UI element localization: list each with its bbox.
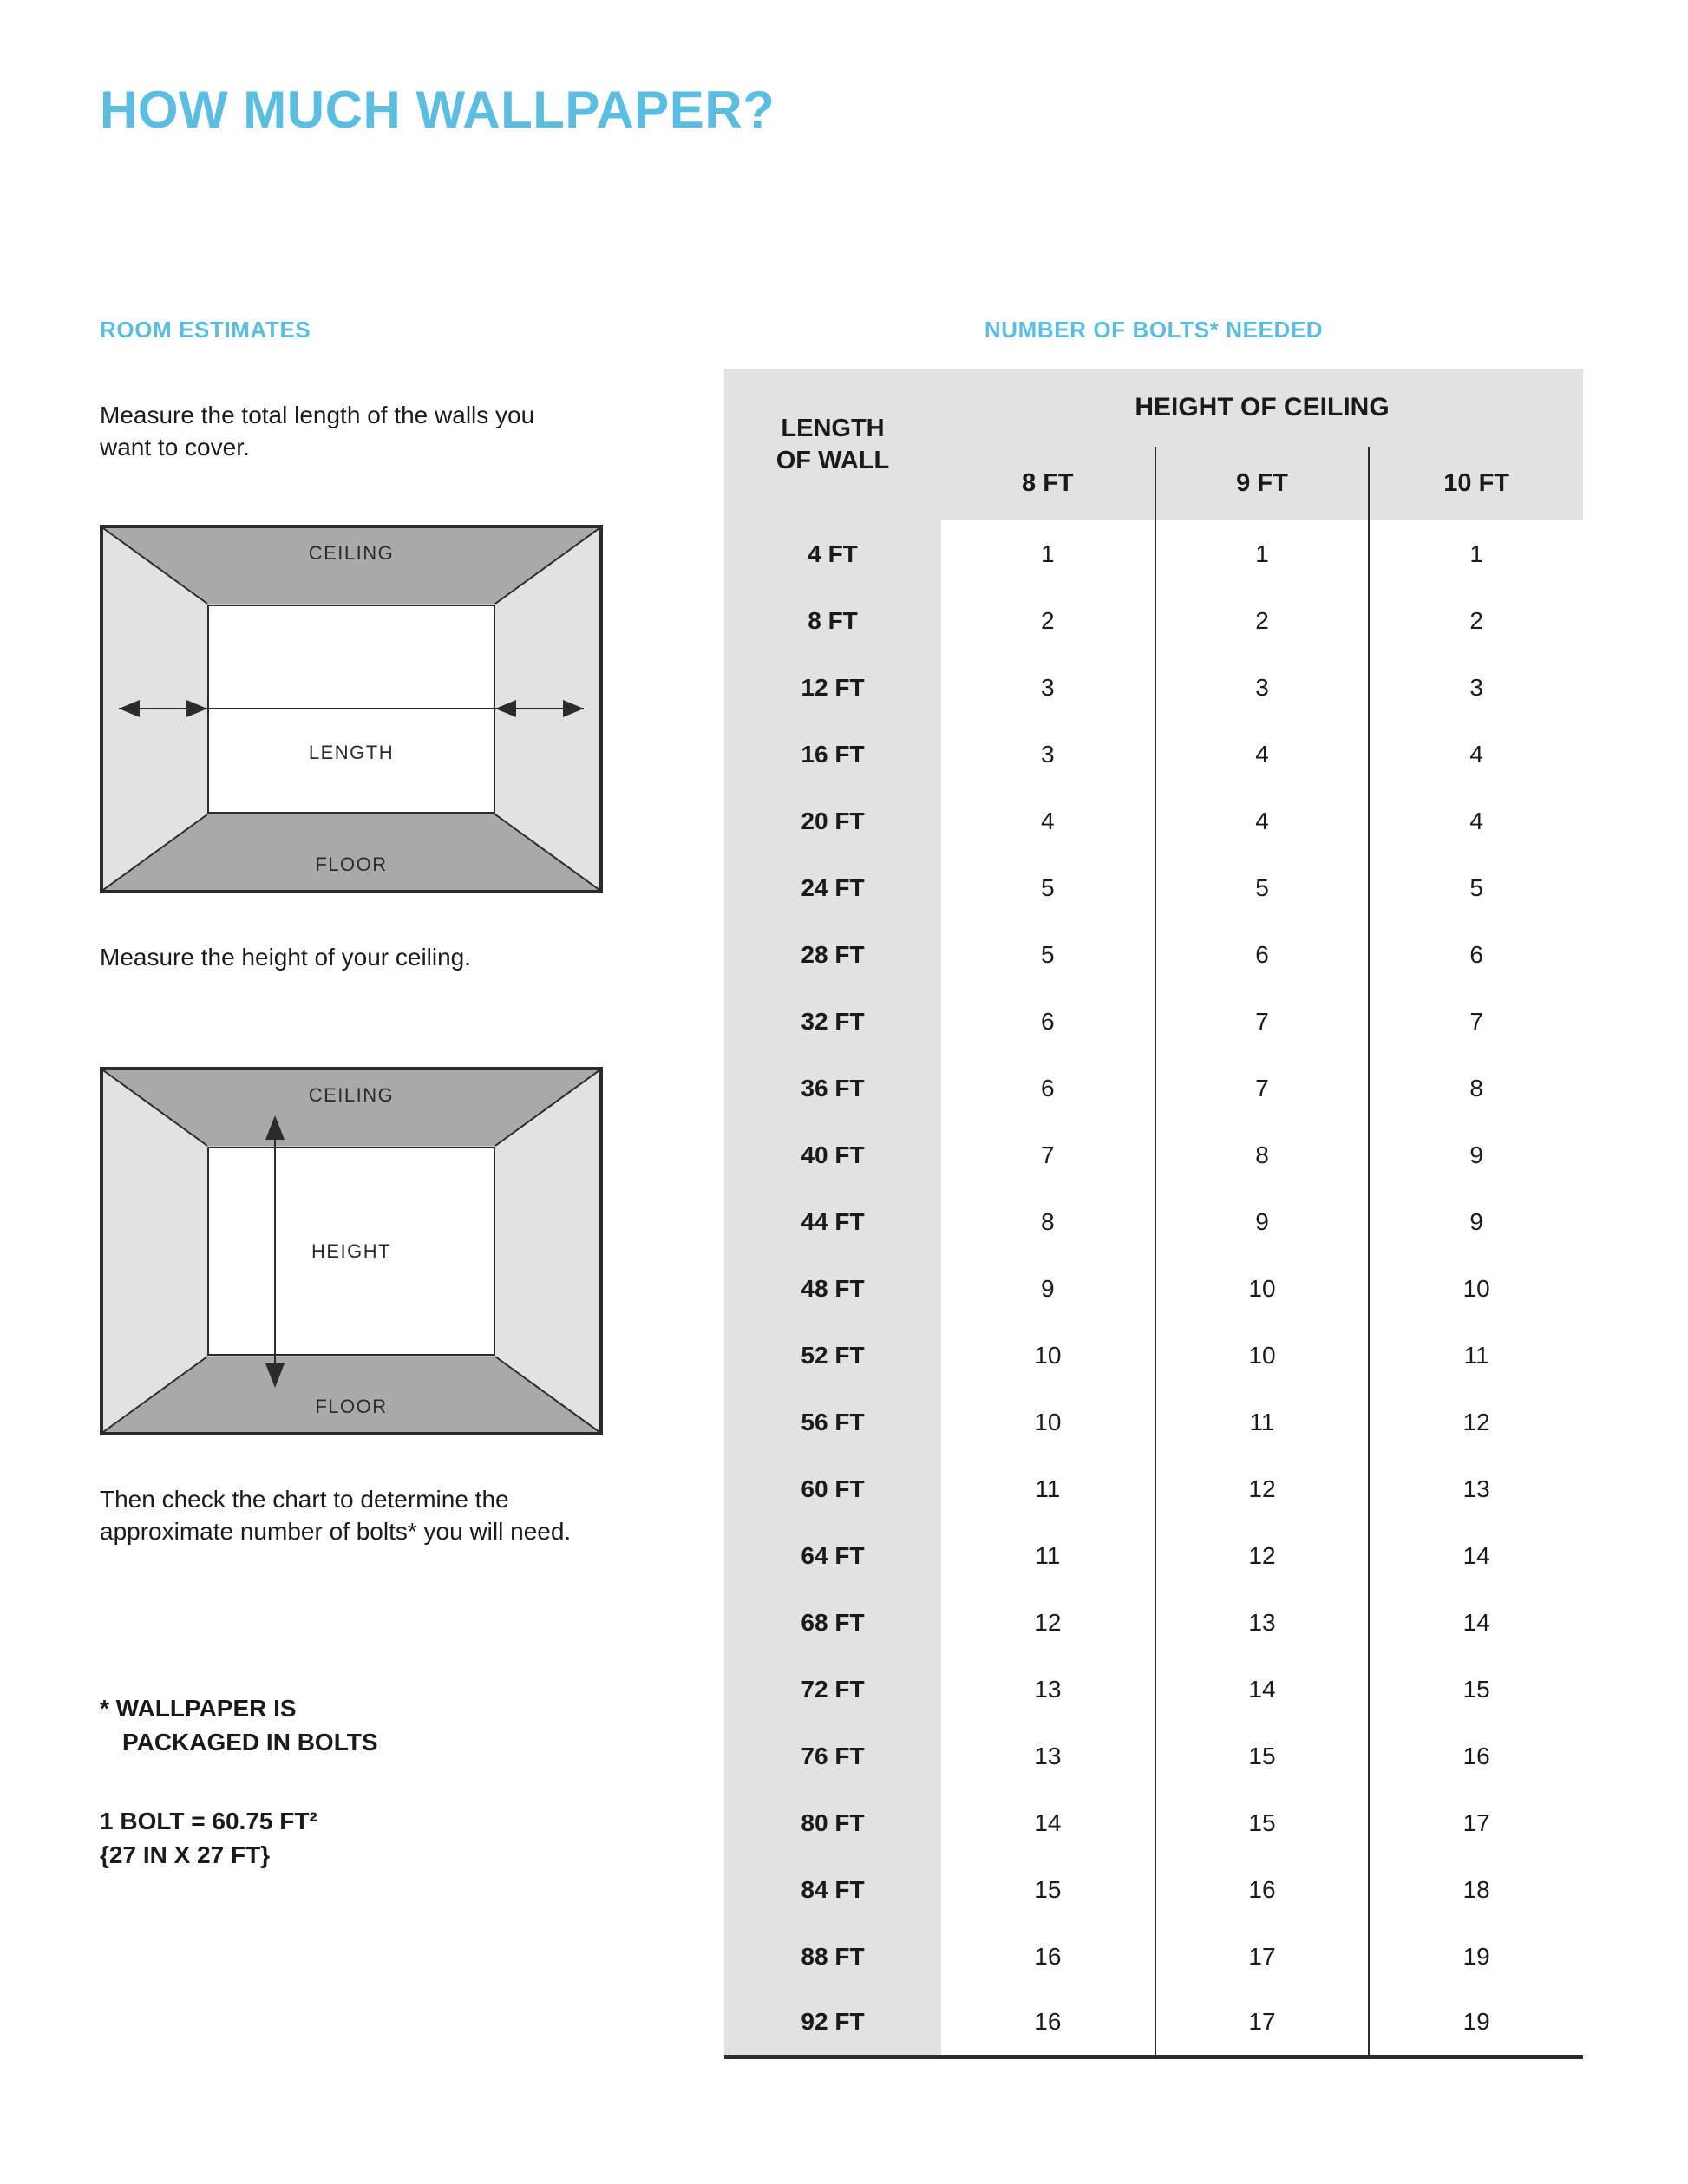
bolts-table-heading: NUMBER OF BOLTS* NEEDED [984,317,1324,343]
cell-bolts: 3 [1469,673,1483,701]
cell-bolts: 18 [1462,1875,1490,1903]
cell-bolts: 6 [1469,940,1483,968]
cell-bolts: 7 [1155,988,1370,1055]
row-header-length: 48 FT [724,1255,941,1322]
row-header-length: 84 FT [724,1856,941,1923]
column-header-9ft: 9 FT [1155,447,1370,520]
row-header-length: 24 FT [724,854,941,921]
cell-bolts: 5 [1041,940,1055,968]
cell-bolts: 2 [1155,587,1370,654]
cell-bolts: 7 [1041,1141,1055,1168]
table-row [724,788,1583,854]
cell-bolts: 2 [1469,606,1483,634]
cell-bolts: 4 [1155,721,1370,788]
cell-bolts: 11 [1035,1541,1061,1569]
row-header-length: 68 FT [724,1589,941,1656]
row-header-length: 8 FT [724,587,941,654]
cell-bolts: 13 [1155,1589,1370,1656]
table-row [724,1990,1583,2056]
cell-bolts: 17 [1155,1990,1370,2056]
bolt-size-line-2: {27 IN X 27 FT} [100,1841,271,1869]
cell-bolts: 4 [1041,807,1055,834]
cell-bolts: 10 [1034,1408,1062,1435]
bolts-table-body [724,520,1583,2056]
cell-bolts: 15 [1462,1675,1490,1703]
cell-bolts: 15 [1155,1723,1370,1789]
table-row [724,1188,1583,1255]
row-header-length: 44 FT [724,1188,941,1255]
table-row [724,1255,1583,1322]
cell-bolts: 14 [1462,1541,1490,1569]
cell-bolts: 13 [1034,1675,1062,1703]
table-row [724,721,1583,788]
diagram1-ceiling-label: CEILING [308,542,395,564]
footnote-bolts [100,1691,378,1759]
cell-bolts: 12 [1462,1408,1490,1435]
cell-bolts: 14 [1155,1656,1370,1723]
table-row [724,921,1583,988]
column-header-10ft: 10 FT [1369,447,1583,520]
row-header-length: 52 FT [724,1322,941,1389]
table-row [724,654,1583,721]
cell-bolts: 8 [1155,1121,1370,1188]
cell-bolts: 9 [1041,1274,1055,1302]
cell-bolts: 15 [1034,1875,1062,1903]
bolts-table-header-row-1 [724,369,1583,447]
cell-bolts: 5 [1155,854,1370,921]
cell-bolts: 12 [1155,1522,1370,1589]
row-header-length: 12 FT [724,654,941,721]
room-diagram-length [100,525,603,893]
table-row [724,1455,1583,1522]
cell-bolts: 17 [1155,1923,1370,1990]
diagram1-floor-label: FLOOR [315,853,388,875]
table-row [724,520,1583,587]
footnote-line-2: PACKAGED IN BOLTS [122,1729,378,1756]
table-row [724,1589,1583,1656]
cell-bolts: 10 [1462,1274,1490,1302]
bolt-size-line-1: 1 BOLT = 60.75 FT² [100,1808,317,1834]
row-header-length: 28 FT [724,921,941,988]
cell-bolts: 13 [1462,1475,1490,1502]
cell-bolts: 7 [1155,1055,1370,1121]
cell-bolts: 8 [1041,1207,1055,1235]
cell-bolts: 6 [1041,1074,1055,1102]
bolt-size-note [100,1804,317,1872]
table-row [724,1856,1583,1923]
row-header-length: 32 FT [724,988,941,1055]
cell-bolts: 9 [1469,1141,1483,1168]
page-title: HOW MUCH WALLPAPER? [100,81,775,139]
length-header-line-1: LENGTH [781,415,885,443]
row-header-length: 36 FT [724,1055,941,1121]
diagram2-ceiling-label: CEILING [308,1084,395,1106]
row-header-length: 60 FT [724,1455,941,1522]
diagram1-length-label: LENGTH [308,741,395,763]
cell-bolts: 4 [1155,788,1370,854]
cell-bolts: 19 [1369,1990,1583,2056]
room-estimates-heading: ROOM ESTIMATES [100,317,311,343]
column-header-length-of-wall [724,369,941,520]
table-row [724,854,1583,921]
room-diagram-height [100,1067,603,1435]
row-header-length: 40 FT [724,1121,941,1188]
cell-bolts: 11 [1155,1389,1370,1455]
cell-bolts: 17 [1462,1808,1490,1836]
room-estimates-column [100,317,707,1869]
cell-bolts: 11 [1463,1341,1489,1369]
table-row [724,1923,1583,1990]
cell-bolts: 3 [1155,654,1370,721]
cell-bolts: 8 [1469,1074,1483,1102]
cell-bolts: 15 [1155,1789,1370,1856]
row-header-length: 92 FT [724,1990,941,2056]
table-row [724,1789,1583,1856]
table-row [724,1522,1583,1589]
cell-bolts: 3 [1041,740,1055,768]
column-header-8ft: 8 FT [941,447,1155,520]
cell-bolts: 10 [1155,1322,1370,1389]
cell-bolts: 13 [1034,1742,1062,1769]
cell-bolts: 1 [1469,539,1483,567]
cell-bolts: 2 [1041,606,1055,634]
instruction-measure-height: Measure the height of your ceiling. [100,944,472,971]
table-row [724,1389,1583,1455]
cell-bolts: 6 [1041,1007,1055,1035]
cell-bolts: 9 [1469,1207,1483,1235]
cell-bolts: 6 [1155,921,1370,988]
instruction-check-chart: Then check the chart to determine the approximate number of bolts* you will need. [100,1486,572,1546]
footnote-line-1: * WALLPAPER IS [100,1695,297,1722]
column-group-header-height-of-ceiling: HEIGHT OF CEILING [941,369,1583,447]
diagram2-height-label: HEIGHT [311,1239,392,1262]
table-row [724,1322,1583,1389]
table-row [724,1656,1583,1723]
room-diagram-height-perspective [103,1070,599,1432]
cell-bolts: 10 [1034,1341,1062,1369]
cell-bolts: 16 [1034,1942,1062,1970]
row-header-length: 64 FT [724,1522,941,1589]
table-row [724,1121,1583,1188]
length-header-line-2: OF WALL [775,446,890,474]
diagram2-floor-label: FLOOR [315,1396,388,1417]
row-header-length: 80 FT [724,1789,941,1856]
cell-bolts: 7 [1469,1007,1483,1035]
cell-bolts: 1 [1155,520,1370,587]
cell-bolts: 10 [1155,1255,1370,1322]
bolts-table-head [724,369,1583,520]
cell-bolts: 5 [1041,873,1055,901]
table-row [724,1723,1583,1789]
room-diagram-length-perspective [103,528,599,890]
row-header-length: 76 FT [724,1723,941,1789]
bolts-table [724,369,1583,2059]
cell-bolts: 16 [1155,1856,1370,1923]
cell-bolts: 19 [1462,1942,1490,1970]
table-row [724,587,1583,654]
cell-bolts: 12 [1034,1608,1062,1636]
row-header-length: 72 FT [724,1656,941,1723]
cell-bolts: 14 [1034,1808,1062,1836]
row-header-length: 88 FT [724,1923,941,1990]
cell-bolts: 4 [1469,807,1483,834]
table-row [724,988,1583,1055]
cell-bolts: 16 [1462,1742,1490,1769]
cell-bolts: 9 [1155,1188,1370,1255]
cell-bolts: 16 [941,1990,1155,2056]
cell-bolts: 4 [1469,740,1483,768]
cell-bolts: 12 [1155,1455,1370,1522]
cell-bolts: 14 [1462,1608,1490,1636]
row-header-length: 56 FT [724,1389,941,1455]
row-header-length: 20 FT [724,788,941,854]
row-header-length: 16 FT [724,721,941,788]
table-row [724,1055,1583,1121]
length-dimension-arrows [103,528,599,890]
cell-bolts: 1 [1041,539,1055,567]
cell-bolts: 3 [1041,673,1055,701]
row-header-length: 4 FT [724,520,941,587]
cell-bolts: 11 [1035,1475,1061,1502]
instruction-measure-length: Measure the total length of the walls you want to cover. [100,402,535,461]
cell-bolts: 5 [1469,873,1483,901]
